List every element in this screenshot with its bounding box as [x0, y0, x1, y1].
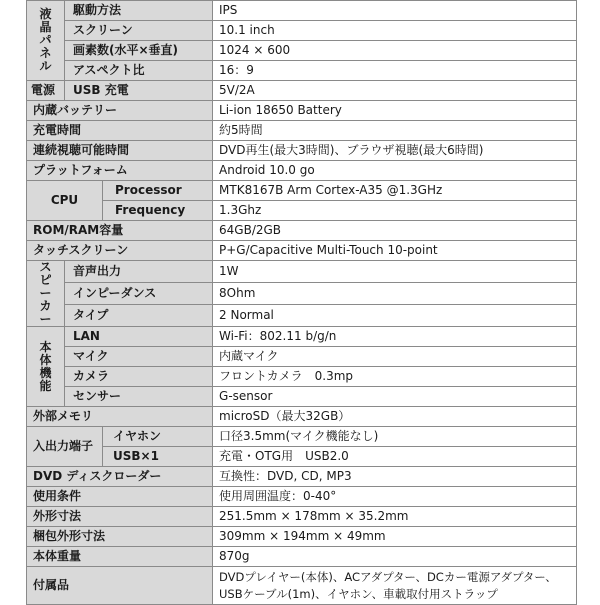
row-value: IPS	[213, 1, 577, 21]
table-row	[27, 367, 577, 387]
row-label: タイプ	[65, 305, 213, 327]
table-row	[27, 527, 577, 547]
table-row	[27, 201, 577, 221]
table-row	[27, 305, 577, 327]
table-row	[27, 283, 577, 305]
category-char: 体	[39, 352, 52, 367]
row-label: カメラ	[65, 367, 213, 387]
accessories-line: USBケーブル(1m)、イヤホン、車載取付用ストラップ	[219, 586, 498, 601]
row-label: 電源	[27, 81, 65, 101]
row-label: 音声出力	[65, 261, 213, 283]
category-char: 本	[39, 339, 52, 354]
category-char: 能	[39, 378, 52, 393]
row-label: Frequency	[103, 201, 213, 221]
category-body-functions	[27, 327, 65, 407]
table-row	[27, 507, 577, 527]
row-value: フロントカメラ 0.3mp	[213, 367, 577, 387]
row-label: LAN	[65, 327, 213, 347]
accessories-line: DVDプレイヤー(本体)、ACアダプター、DCカー電源アダプター、	[219, 569, 557, 584]
category-char: 機	[39, 365, 52, 380]
row-value: G-sensor	[213, 387, 577, 407]
table-row	[27, 467, 577, 487]
table-row	[27, 567, 577, 605]
row-value: microSD（最大32GB）	[213, 407, 577, 427]
row-value: 1W	[213, 261, 577, 283]
table-row	[27, 261, 577, 283]
table-row	[27, 487, 577, 507]
row-label: イヤホン	[103, 427, 213, 447]
category-char: ネ	[39, 46, 52, 60]
table-row	[27, 407, 577, 427]
category-io: 入出力端子	[27, 427, 103, 467]
row-value: Android 10.0 go	[213, 161, 577, 181]
row-value: 8Ohm	[213, 283, 577, 305]
row-label: マイク	[65, 347, 213, 367]
row-label: 駆動方法	[65, 1, 213, 21]
row-value: 使用周囲温度：0-40°	[213, 487, 577, 507]
category-panel	[27, 1, 65, 81]
row-label: 画素数(水平×垂直)	[65, 41, 213, 61]
category-char: ー	[39, 312, 52, 326]
row-label: 使用条件	[27, 487, 213, 507]
row-value: 内蔵マイク	[213, 347, 577, 367]
category-speaker	[27, 261, 65, 327]
category-cpu: CPU	[27, 181, 103, 221]
row-label: センサー	[65, 387, 213, 407]
row-label: アスペクト比	[65, 61, 213, 81]
table-row	[27, 327, 577, 347]
row-label: スクリーン	[65, 21, 213, 41]
table-row	[27, 387, 577, 407]
row-label: 梱包外形寸法	[27, 527, 213, 547]
row-value: 16：9	[213, 61, 577, 81]
table-row	[27, 547, 577, 567]
category-char: ピ	[39, 273, 52, 287]
row-value: 2 Normal	[213, 305, 577, 327]
row-value: MTK8167B Arm Cortex-A35 @1.3GHz	[213, 181, 577, 201]
row-value: 充電・OTG用 USB2.0	[213, 447, 577, 467]
row-value	[213, 567, 577, 605]
row-label: 本体重量	[27, 547, 213, 567]
row-label: タッチスクリーン	[27, 241, 213, 261]
row-value: 309mm × 194mm × 49mm	[213, 527, 577, 547]
row-label: 外形寸法	[27, 507, 213, 527]
row-label: 付属品	[27, 567, 213, 605]
table-row	[27, 347, 577, 367]
category-char: 液	[39, 7, 52, 21]
table-row	[27, 447, 577, 467]
row-value: 1.3Ghz	[213, 201, 577, 221]
row-sublabel: USB 充電	[65, 81, 213, 101]
row-value: 251.5mm × 178mm × 35.2mm	[213, 507, 577, 527]
table-row	[27, 427, 577, 447]
row-label: 外部メモリ	[27, 407, 213, 427]
table-row	[27, 241, 577, 261]
row-value: 互換性：DVD, CD, MP3	[213, 467, 577, 487]
category-char: ル	[39, 59, 52, 73]
table-row	[27, 161, 577, 181]
row-value: 5V/2A	[213, 81, 577, 101]
table-row	[27, 221, 577, 241]
row-value: DVD再生(最大3時間)、ブラウザ視聴(最大6時間)	[213, 141, 577, 161]
row-value: Li-ion 18650 Battery	[213, 101, 577, 121]
row-value: P+G/Capacitive Multi-Touch 10-point	[213, 241, 577, 261]
category-char: カ	[39, 299, 52, 313]
table-row	[27, 101, 577, 121]
row-value: 約5時間	[213, 121, 577, 141]
table-row	[27, 81, 577, 101]
row-label: USB×1	[103, 447, 213, 467]
row-label: インピーダンス	[65, 283, 213, 305]
category-char: 晶	[39, 20, 52, 34]
table-row	[27, 41, 577, 61]
table-row	[27, 141, 577, 161]
row-label: 連続視聴可能時間	[27, 141, 213, 161]
row-value: 10.1 inch	[213, 21, 577, 41]
row-value: 870g	[213, 547, 577, 567]
row-label: プラットフォーム	[27, 161, 213, 181]
row-label: Processor	[103, 181, 213, 201]
row-label: ROM/RAM容量	[27, 221, 213, 241]
table-row	[27, 61, 577, 81]
table-row	[27, 21, 577, 41]
table-row	[27, 181, 577, 201]
table-row	[27, 1, 577, 21]
row-label: 充電時間	[27, 121, 213, 141]
row-value: 64GB/2GB	[213, 221, 577, 241]
category-char: ー	[39, 286, 52, 300]
row-value: Wi-Fi：802.11 b/g/n	[213, 327, 577, 347]
category-char: パ	[39, 33, 52, 47]
spec-table	[26, 0, 577, 605]
row-label: 内蔵バッテリー	[27, 101, 213, 121]
row-value: 口径3.5mm(マイク機能なし)	[213, 427, 577, 447]
table-row	[27, 121, 577, 141]
category-char: ス	[39, 260, 52, 274]
row-label: DVD ディスクローダー	[27, 467, 213, 487]
row-value: 1024 × 600	[213, 41, 577, 61]
